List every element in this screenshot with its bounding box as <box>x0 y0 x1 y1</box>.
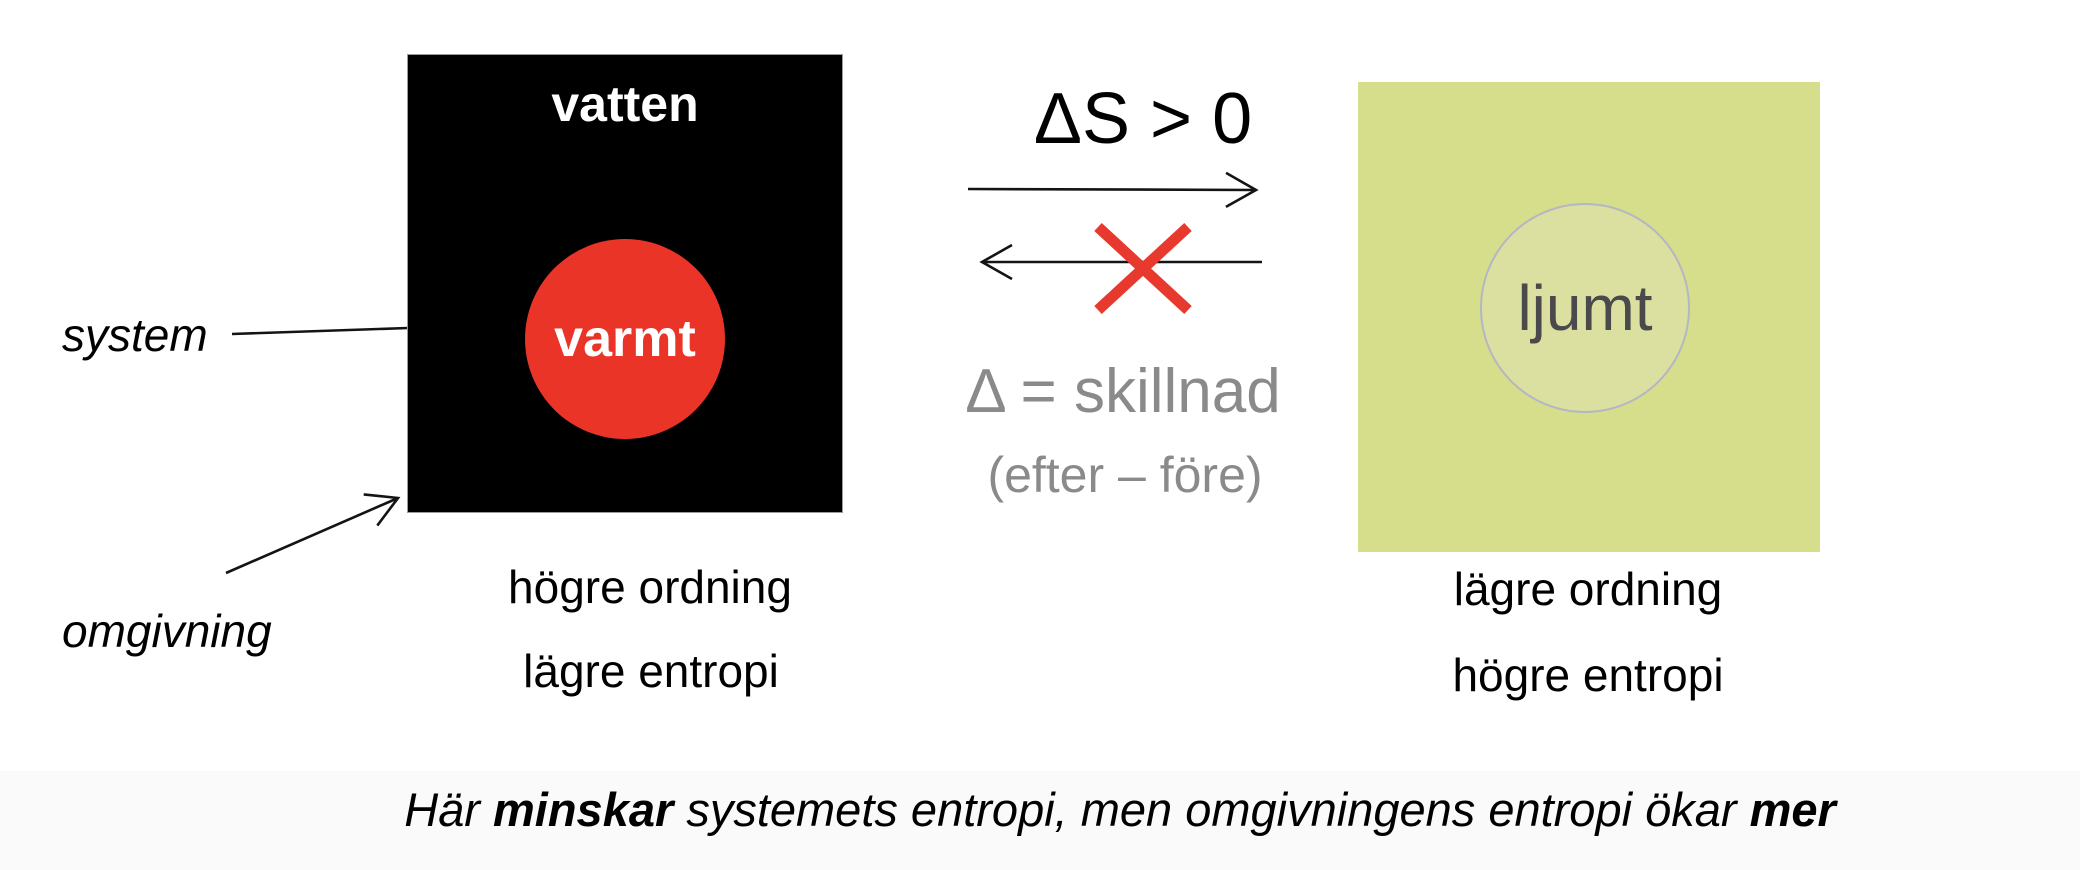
delta-definition-detail: (efter – före) <box>987 447 1263 503</box>
system-box <box>407 54 843 513</box>
cross-out-icon <box>1098 227 1188 310</box>
result-box <box>1358 82 1820 552</box>
summary-bold-mer: mer <box>1749 783 1836 836</box>
summary-bold-minskar: minskar <box>492 783 674 836</box>
right-caption-order: lägre ordning <box>1453 563 1723 615</box>
delta-s-expression: ΔS > 0 <box>1033 79 1253 159</box>
left-caption-entropy: lägre entropi <box>523 645 779 697</box>
forward-reaction-arrow <box>968 189 1256 190</box>
warm-spot-circle <box>525 239 725 439</box>
system-pointer-line <box>232 328 408 334</box>
summary-part2: systemets entropi, men omgivningens entropi ökar <box>673 783 1750 836</box>
surroundings-arrow <box>226 498 398 573</box>
right-caption-entropy: högre entropi <box>1452 649 1724 701</box>
left-caption-order: högre ordning <box>508 561 792 613</box>
system-label: system <box>62 309 208 361</box>
delta-definition: Δ = skillnad <box>965 357 1281 426</box>
surroundings-label: omgivning <box>62 605 272 657</box>
summary-part1: Här <box>404 783 493 836</box>
system-box-title: vatten <box>551 76 699 132</box>
lukewarm-circle <box>1480 203 1690 413</box>
lukewarm-label: ljumt <box>1517 272 1653 344</box>
summary-sentence <box>404 782 1836 837</box>
warm-spot-label: varmt <box>554 310 696 368</box>
